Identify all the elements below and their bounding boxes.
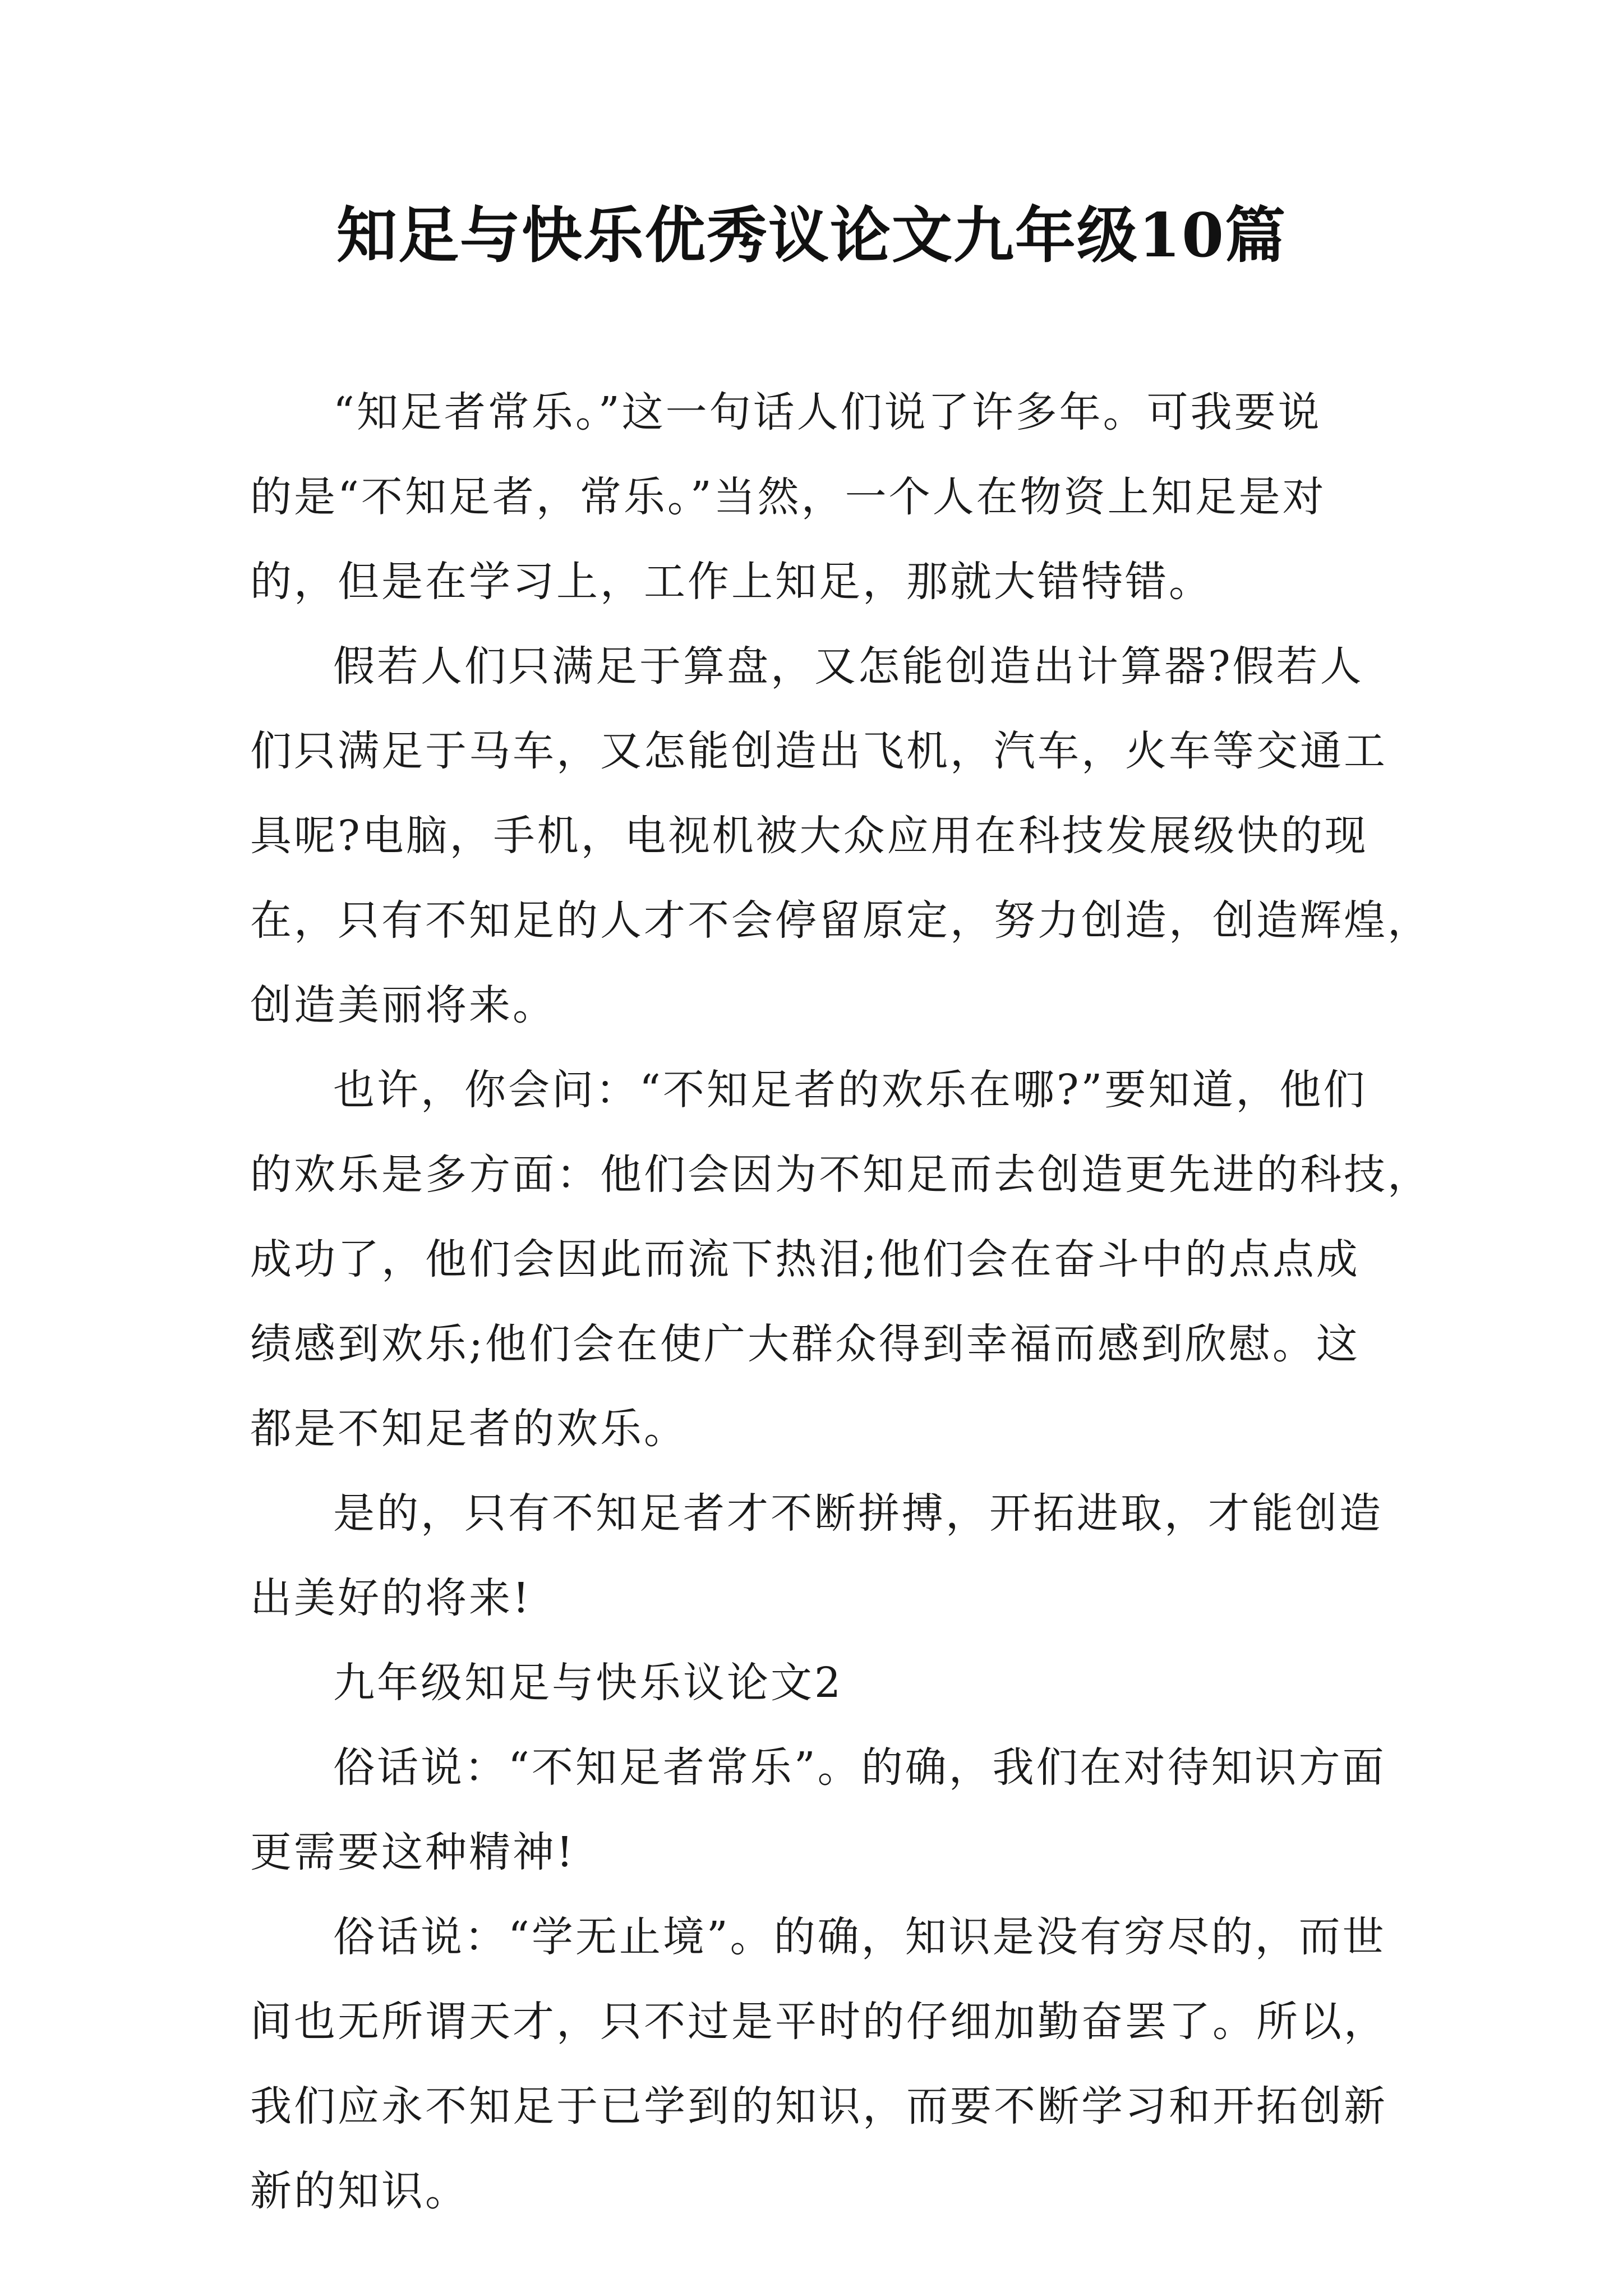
text-line: 假若人们只满足于算盘，又怎能创造出计算器?假若人	[333, 642, 1364, 691]
paragraph	[250, 370, 1377, 624]
text-line: 出美好的将来!	[250, 1574, 532, 1622]
text-line: 的欢乐是多方面：他们会因为不知足而去创造更先进的科技，	[250, 1151, 1431, 1199]
text-line: 俗话说：“学无止境”。的确，知识是没有穷尽的，而世	[333, 1913, 1386, 1961]
text-line: 创造美丽将来。	[250, 981, 556, 1029]
paragraph	[250, 1471, 1383, 1641]
text-line: 是的，只有不知足者才不断拼搏，开拓进取，才能创造	[333, 1489, 1383, 1538]
document-body	[250, 370, 1431, 2234]
text-line: 九年级知足与快乐议论文2	[333, 1659, 843, 1707]
text-line: 俗话说：“不知足者常乐”。的确，我们在对待知识方面	[333, 1743, 1386, 1792]
text-line: 也许，你会问：“不知足者的欢乐在哪?”要知道，他们	[333, 1066, 1367, 1114]
text-line: 更需要这种精神!	[250, 1828, 575, 1876]
text-line: 的，但是在学习上，工作上知足，那就大错特错。	[250, 558, 1212, 606]
text-line: 在，只有不知足的人才不会停留原定，努力创造，创造辉煌，	[250, 896, 1431, 945]
text-line: 我们应永不知足于已学到的知识，而要不断学习和开拓创新	[250, 2082, 1387, 2131]
section-heading	[250, 1641, 1377, 1726]
paragraph	[250, 1726, 1386, 1895]
text-line: 新的知识。	[250, 2167, 469, 2215]
paragraph	[250, 624, 1431, 1048]
text-line: 都是不知足者的欢乐。	[250, 1405, 688, 1453]
text-line: 们只满足于马车，又怎能创造出飞机，汽车，火车等交通工	[250, 727, 1387, 775]
paragraph	[250, 1048, 1431, 1471]
paragraph	[250, 1895, 1387, 2234]
text-line: “知足者常乐。”这一句话人们说了许多年。可我要说	[333, 388, 1322, 436]
text-line: 绩感到欢乐;他们会在使广大群众得到幸福而感到欣慰。这	[250, 1320, 1360, 1368]
text-line: 成功了，他们会因此而流下热泪;他们会在奋斗中的点点成	[250, 1235, 1360, 1283]
text-line: 间也无所谓天才，只不过是平时的仔细加勤奋罢了。所以，	[250, 1998, 1387, 2046]
document-title: 知足与快乐优秀议论文九年级10篇	[336, 200, 1287, 271]
text-line: 的是“不知足者，常乐。”当然，一个人在物资上知足是对	[250, 473, 1326, 521]
text-line: 具呢?电脑，手机，电视机被大众应用在科技发展级快的现	[250, 812, 1368, 860]
